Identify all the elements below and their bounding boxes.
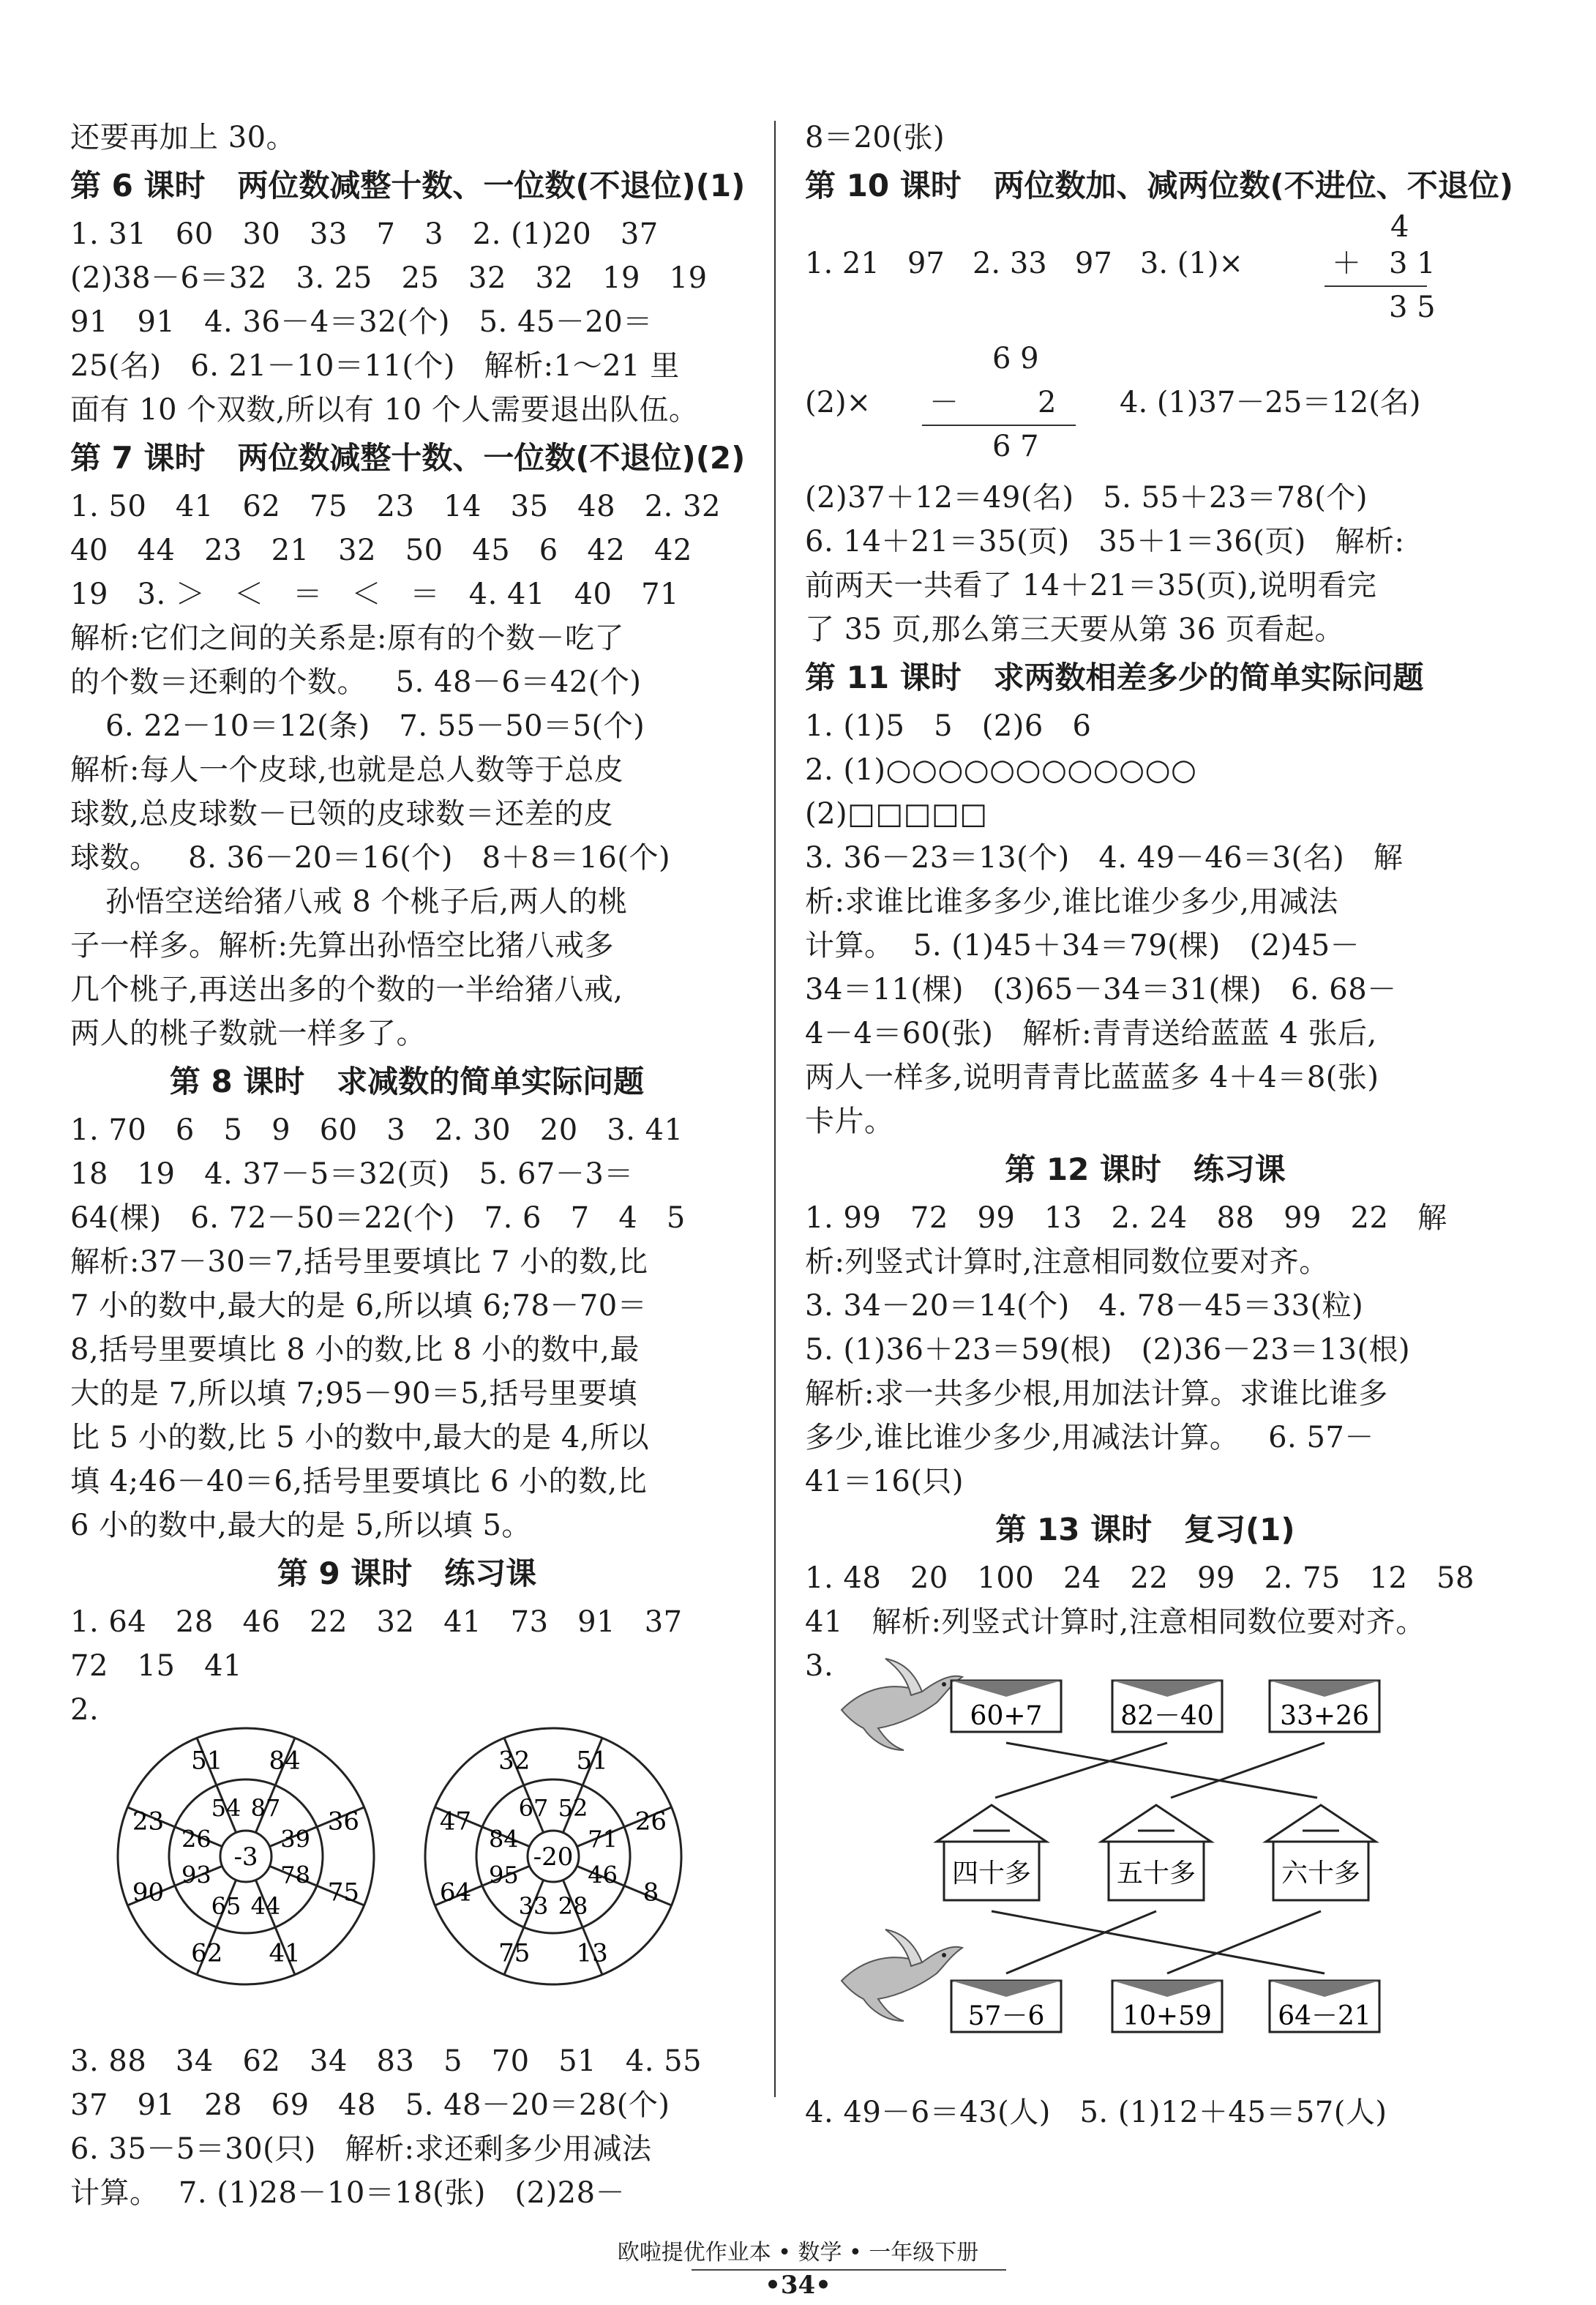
text-line: 1. (1)5 5 (2)6 6 — [805, 709, 1092, 743]
number-wheels — [70, 1739, 743, 2039]
column-divider — [774, 121, 776, 2097]
text-line: 计算。 7. (1)28－10＝18(张) (2)28－ — [70, 2176, 626, 2210]
house-3 — [1266, 1805, 1376, 1900]
lesson-6-heading: 第 6 课时 两位数减整十数、一位数(不退位)(1) — [70, 168, 746, 203]
lesson-10-heading: 第 10 课时 两位数加、减两位数(不进位、不退位) — [805, 168, 1513, 203]
text-line: (2)□□□□□ — [805, 797, 988, 831]
lesson-9-answers — [70, 1600, 743, 2215]
wheel-inner-number: 78 — [280, 1861, 311, 1889]
text-line: 91 91 4. 36－4＝32(个) 5. 45－20＝ — [70, 305, 653, 339]
card-label: 33+26 — [1280, 1701, 1369, 1731]
text-line: 面有 10 个双数,所以有 10 个人需要退出队伍。 — [70, 393, 699, 427]
text-line: 1. 64 28 46 22 32 41 73 91 37 — [70, 1605, 683, 1639]
match-line — [992, 1911, 1325, 1973]
envelope-card-6 — [1270, 1981, 1379, 2032]
house-1 — [937, 1805, 1046, 1900]
text-line: 6 小的数中,最大的是 5,所以填 5。 — [70, 1509, 531, 1542]
wheel-outer-number: 36 — [327, 1807, 360, 1837]
text-line: 解析:求一共多少根,用加法计算。求谁比谁多 — [805, 1377, 1388, 1411]
house-2 — [1101, 1805, 1211, 1900]
text-line: 了 35 页,那么第三天要从第 36 页看起。 — [805, 613, 1344, 646]
lesson-11-heading: 第 11 课时 求两数相差多少的简单实际问题 — [805, 660, 1424, 695]
wheel-inner-number: 33 — [518, 1891, 549, 1920]
vertical-addition — [805, 212, 1486, 322]
text-line: 卡片。 — [805, 1105, 894, 1138]
matching-diagram — [805, 1695, 1486, 2091]
wheel-outer-number: 75 — [327, 1878, 360, 1908]
envelope-card-4 — [951, 1981, 1061, 2032]
wheel-outer-number: 32 — [498, 1746, 531, 1776]
wheel-operator: -20 — [533, 1842, 574, 1872]
vertical-top: 4 — [1390, 210, 1409, 244]
text-line: 孙悟空送给猪八戒 8 个桃子后,两人的桃 — [105, 885, 628, 919]
wheel-inner-number: 52 — [558, 1794, 588, 1823]
question-number: 2. — [70, 1693, 100, 1727]
page-number: •34• — [765, 2271, 831, 2300]
right-column — [805, 116, 1513, 2134]
number-wheel-2 — [414, 1710, 692, 2003]
text-line: 4. 49－6＝43(人) 5. (1)12＋45＝57(人) — [805, 2096, 1387, 2129]
text-line: 解析:它们之间的关系是:原有的个数－吃了 — [70, 621, 624, 655]
text-line: 1. 21 97 2. 33 97 3. (1)× — [805, 247, 1243, 280]
vertical-subtraction — [805, 322, 1486, 476]
dove-icon — [842, 1929, 962, 2021]
text-line: 7 小的数中,最大的是 6,所以填 6;78－70＝ — [70, 1289, 648, 1323]
text-line: 41 解析:列竖式计算时,注意相同数位要对齐。 — [805, 1605, 1425, 1639]
text-line: 1. 99 72 99 13 2. 24 88 99 22 解 — [805, 1201, 1447, 1235]
wheel-operator: -3 — [233, 1842, 258, 1872]
wheel-outer-number: 90 — [132, 1878, 165, 1908]
vertical-mid: 3 1 — [1389, 247, 1436, 280]
text-line: 解析:每人一个皮球,也就是总人数等于总皮 — [70, 753, 624, 787]
wheel-inner-number: 93 — [181, 1861, 211, 1889]
lesson-13-heading: 第 13 课时 复习(1) — [995, 1512, 1295, 1547]
house-label: 四十多 — [951, 1858, 1032, 1889]
lesson-12-answers — [805, 1196, 1486, 1503]
vertical-mid: 2 — [1038, 386, 1057, 419]
text-line: 解析:37－30＝7,括号里要填比 7 小的数,比 — [70, 1245, 648, 1279]
operator-sign: － — [929, 386, 959, 419]
lesson-7-answers — [70, 485, 743, 1056]
text-line: 4－4＝60(张) 解析:青青送给蓝蓝 4 张后, — [805, 1017, 1377, 1050]
text-line: 2. (1)○○○○○○○○○○○○ — [805, 753, 1197, 787]
wheel-outer-number: 23 — [132, 1807, 165, 1837]
card-label: 82－40 — [1120, 1701, 1214, 1731]
wheel-inner-number: 95 — [488, 1861, 519, 1889]
wheel-outer-number: 62 — [191, 1938, 223, 1968]
lesson-6-answers — [70, 212, 743, 432]
match-line — [995, 1743, 1167, 1798]
lesson-12-heading: 第 12 课时 练习课 — [1005, 1151, 1286, 1187]
match-line — [1171, 1743, 1325, 1798]
wheel-inner-number: 84 — [488, 1825, 519, 1853]
dove-icon — [842, 1659, 962, 1750]
text-line: 3. 34－20＝14(个) 4. 78－45＝33(粒) — [805, 1289, 1364, 1323]
lesson-11-answers — [805, 704, 1486, 1143]
number-wheel-1 — [107, 1710, 385, 2003]
left-column — [70, 116, 746, 2215]
wheel-outer-number: 26 — [634, 1807, 667, 1837]
wheel-inner-number: 71 — [588, 1825, 618, 1853]
card-label: 60+7 — [970, 1701, 1043, 1731]
text-line: 1. 50 41 62 75 23 14 35 48 2. 32 — [70, 490, 721, 523]
text-line: 40 44 23 21 32 50 45 6 42 42 — [70, 534, 692, 567]
text-line: (2)× — [805, 386, 872, 419]
wheel-outer-number: 41 — [269, 1938, 301, 1968]
lesson-9-heading: 第 9 课时 练习课 — [277, 1555, 537, 1591]
envelope-card-2 — [1112, 1681, 1222, 1732]
envelope-card-3 — [1270, 1681, 1379, 1732]
envelope-card-5 — [1112, 1981, 1222, 2032]
wheel-geometry — [118, 1728, 374, 1984]
wheel-outer-number: 8 — [642, 1878, 659, 1908]
wheel-inner-number: 28 — [558, 1891, 588, 1920]
wheel-outer-number: 84 — [269, 1746, 301, 1776]
text-line: 8＝20(张) — [805, 121, 945, 154]
text-line: 25(名) 6. 21－10＝11(个) 解析:1～21 里 — [70, 349, 680, 383]
match-line — [1006, 1743, 1317, 1798]
book-title: 欧啦提优作业本 • 数学 • 一年级下册 — [617, 2240, 979, 2265]
wheel-inner-number: 65 — [211, 1891, 241, 1920]
text-line: 5. (1)36＋23＝59(根) (2)36－23＝13(根) — [805, 1333, 1411, 1367]
text-line: 3. 36－23＝13(个) 4. 49－46＝3(名) 解 — [805, 841, 1404, 875]
text-line: 填 4;46－40＝6,括号里要填比 6 小的数,比 — [70, 1465, 648, 1498]
wheel-inner-number: 46 — [588, 1861, 618, 1889]
house-label: 五十多 — [1116, 1858, 1196, 1889]
house-label: 六十多 — [1281, 1858, 1361, 1889]
wheel-outer-number: 51 — [576, 1746, 608, 1776]
wheel-geometry — [425, 1728, 681, 1984]
vertical-result: 3 5 — [1389, 291, 1436, 324]
text-line: 析:求谁比谁多多少,谁比谁少多少,用减法 — [805, 885, 1338, 919]
vertical-top: 6 9 — [992, 342, 1039, 376]
text-line: (2)38－6＝32 3. 25 25 32 32 19 19 — [70, 261, 708, 295]
wheel-outer-number: 51 — [191, 1746, 223, 1776]
card-label: 64－21 — [1278, 2001, 1371, 2031]
text-line: 64(棵) 6. 72－50＝22(个) 7. 6 7 4 5 — [70, 1201, 686, 1235]
lesson-8-answers — [70, 1108, 743, 1547]
text-line: 3. 88 34 62 34 83 5 70 51 4. 55 — [70, 2044, 703, 2078]
wheel-outer-number: 75 — [498, 1938, 531, 1968]
matching-svg — [805, 1651, 1486, 2047]
text-line: 子一样多。解析:先算出孙悟空比猪八戒多 — [70, 929, 614, 963]
wheel-inner-number: 44 — [250, 1891, 281, 1920]
wheel-outer-number: 64 — [439, 1878, 472, 1908]
card-label: 10+59 — [1123, 2001, 1212, 2031]
lesson-7-heading: 第 7 课时 两位数减整十数、一位数(不退位)(2) — [70, 440, 746, 476]
card-label: 57－6 — [967, 2001, 1045, 2031]
lesson-10-answers — [805, 476, 1486, 651]
text-line: 72 15 41 — [70, 1649, 242, 1683]
wheel-inner-number: 26 — [181, 1825, 211, 1853]
text-line: 6. 22－10＝12(条) 7. 55－50＝5(个) — [105, 709, 645, 743]
text-line: 前两天一共看了 14＋21＝35(页),说明看完 — [805, 569, 1377, 602]
wheel-outer-number: 13 — [576, 1938, 608, 1968]
text-line: 比 5 小的数,比 5 小的数中,最大的是 4,所以 — [70, 1421, 650, 1454]
text-line: 多少,谁比谁少多少,用减法计算。 6. 57－ — [805, 1421, 1374, 1454]
text-line: 34＝11(棵) (3)65－34＝31(棵) 6. 68－ — [805, 973, 1397, 1006]
text-line: 球数,总皮球数－已领的皮球数＝还差的皮 — [70, 797, 614, 831]
text-line: 球数。 8. 36－20＝16(个) 8＋8＝16(个) — [70, 841, 671, 875]
text-line: 1. 70 6 5 9 60 3 2. 30 20 3. 41 — [70, 1113, 683, 1147]
envelope-card-1 — [951, 1681, 1061, 1732]
vertical-result: 6 7 — [992, 430, 1039, 463]
text-line: 还要再加上 30。 — [70, 121, 296, 154]
text-line: 37 91 28 69 48 5. 48－20＝28(个) — [70, 2088, 670, 2122]
text-line: 8,括号里要填比 8 小的数,比 8 小的数中,最 — [70, 1333, 640, 1367]
text-line: 1. 48 20 100 24 22 99 2. 75 12 58 — [805, 1561, 1475, 1595]
match-line — [1167, 1911, 1321, 1973]
text-line: 4. (1)37－25＝12(名) — [1120, 386, 1421, 419]
text-line: 19 3. ＞ ＜ ＝ ＜ ＝ 4. 41 40 71 — [70, 578, 680, 611]
text-line: 6. 35－5＝30(只) 解析:求还剩多少用减法 — [70, 2132, 652, 2166]
lesson-8-heading: 第 8 课时 求减数的简单实际问题 — [169, 1064, 645, 1099]
text-line: 的个数＝还剩的个数。 5. 48－6＝42(个) — [70, 665, 642, 699]
wheel-inner-number: 87 — [250, 1794, 281, 1823]
text-line: 6. 14＋21＝35(页) 35＋1＝36(页) 解析: — [805, 525, 1405, 558]
wheel-inner-number: 67 — [518, 1794, 549, 1823]
match-line — [1006, 1911, 1156, 1973]
wheel-inner-number: 54 — [211, 1794, 241, 1823]
operator-sign: ＋ — [1332, 247, 1361, 280]
text-line: (2)37＋12＝49(名) 5. 55＋23＝78(个) — [805, 481, 1368, 515]
text-line: 18 19 4. 37－5＝32(页) 5. 67－3＝ — [70, 1157, 634, 1191]
lesson-13-answers — [805, 1556, 1486, 2134]
wheel-inner-number: 39 — [280, 1825, 311, 1853]
text-line: 析:列竖式计算时,注意相同数位要对齐。 — [805, 1245, 1329, 1279]
text-line: 41＝16(只) — [805, 1465, 964, 1498]
text-line: 几个桃子,再送出多的个数的一半给猪八戒, — [70, 973, 623, 1006]
text-line: 两人的桃子数就一样多了。 — [70, 1017, 426, 1050]
wheel-outer-number: 47 — [439, 1807, 472, 1837]
text-line: 两人一样多,说明青青比蓝蓝多 4＋4＝8(张) — [805, 1061, 1379, 1094]
text-line: 大的是 7,所以填 7;95－90＝5,括号里要填 — [70, 1377, 637, 1411]
text-line: 1. 31 60 30 33 7 3 2. (1)20 37 — [70, 217, 659, 251]
question-number: 3. — [805, 1649, 834, 1683]
text-line: 计算。 5. (1)45＋34＝79(棵) (2)45－ — [805, 929, 1360, 963]
